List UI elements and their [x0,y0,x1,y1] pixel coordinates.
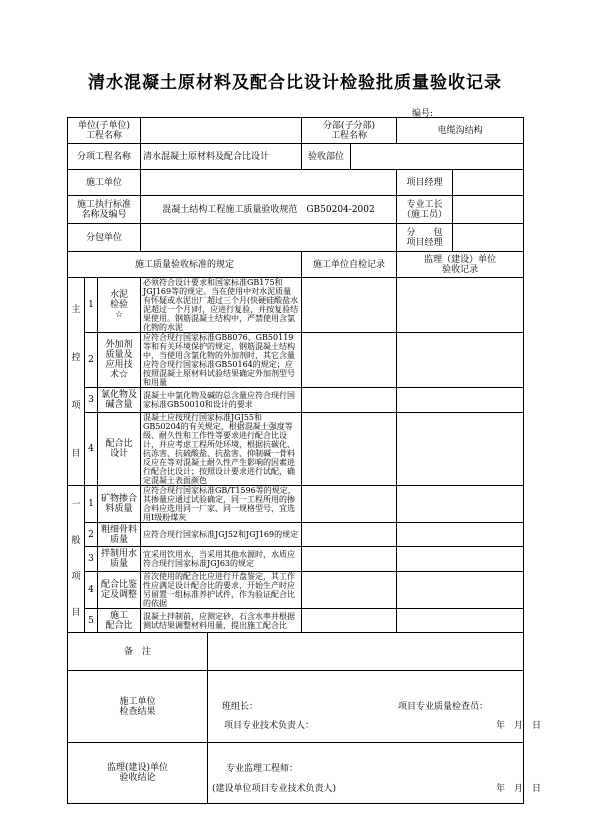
general-item-row [68,609,524,633]
subcontract-label: 分包单位 [68,224,141,252]
main-item-self-check [302,388,397,413]
general-item-supervisor [397,486,524,523]
unit-label: 单位(子单位) 工程名称 [68,118,141,144]
supervision-row [68,743,524,804]
project-manager-value [453,170,524,196]
sub-row [68,144,524,170]
inspection-label: 施工单位 检查结果 [68,671,208,743]
part-value: 电缆沟结构 [397,118,524,144]
column-header-row [68,252,524,278]
main-item-supervisor [397,413,524,486]
main-group-label: 主 控 项 目 [68,278,85,486]
general-item-self-check [302,572,397,609]
subcontract-value [141,224,397,252]
remarks-label: 备 注 [68,633,208,671]
supervision-date: 年 月 日 [496,784,542,794]
sub-value: 清水混凝土原材料及配合比设计 [141,144,302,170]
main-item-name: 水泥 检验 ☆ [98,278,141,333]
general-item-spec: 首次使用的配合比应进行开盘鉴定，其工作性应满足设计配合比的要求，开始生产时应另留置一组标准养护试件，作为验证配合比的依据 [141,572,302,609]
general-item-supervisor [397,547,524,572]
general-item-spec: 宜采用饮用水，当采用其他水源时，水质应符合现行国家标准JGJ63的规定 [141,547,302,572]
main-item-spec: 混凝土应按现行国家标准JGJ55和GB50204的有关规定，根据混凝土强度等级、耐久性和工作性等要求进行配合比设计，并应考虑工程所处环境，根据抗碳化、抗冻害、抗硫酸盐、抗盐害、抑制碱一骨料反应在等对混凝土耐久性产生影响的因素进行配合比设计；按照设计要求进行试配，确定混凝土表面颜色 [141,413,302,486]
general-item-supervisor [397,609,524,633]
general-item-row [68,523,524,547]
general-item-name: 配合比鉴 定及调整 [98,572,141,609]
general-group-label: 一 般 项 目 [68,486,85,633]
general-item-supervisor [397,572,524,609]
owner-tech-lead-label: (建设单位项目专业技术负责人) [212,784,337,794]
acceptance-record-table [67,117,542,804]
unit-row [68,118,524,144]
general-item-no: 3 [85,547,98,572]
main-item-no: 1 [85,278,98,333]
main-item-self-check [302,413,397,486]
general-item-no: 2 [85,523,98,547]
general-item-spec: 混凝土拌制前，应测定砂、石含水率并根据测试结果调整材料用量，提出施工配合比 [141,609,302,633]
supervisor-column-header: 监理（建设）单位 验收记录 [397,252,524,278]
general-item-name: 施工 配合比 [98,609,141,633]
inspection-row [68,671,524,743]
main-item-name: 氯化物及 碱含量 [98,388,141,413]
tech-lead-label: 项目专业技术负责人： [224,721,315,731]
standard-label: 施工执行标准 名称及编号 [68,196,141,224]
subcontract-manager-label: 分 包 项目经理 [397,224,453,252]
general-item-self-check [302,486,397,523]
general-item-row [68,572,524,609]
team-leader-label: 班组长： [222,702,259,712]
construction-unit-value [141,170,397,196]
quality-inspector-label: 项目专业质量检查员： [398,702,489,712]
general-item-name: 矿物掺合 料质量 [98,486,141,523]
main-item-spec: 必须符合设计要求和国家标准GB175和JGJ169等的规定。当在使用中对水泥质量有怀疑或水泥出厂超过三个月(快硬硅酸盐水泥超过一个月)时，应进行复验，并按复验结果使用。钢筋混凝土结构中，严禁使用含氯化物的水泥 [141,278,302,333]
acceptance-part-value [351,144,524,170]
general-item-row [68,547,524,572]
unit-value [141,118,302,144]
main-item-supervisor [397,388,524,413]
general-item-self-check [302,547,397,572]
main-item-name: 外加剂 质量及 应用技 术☆ [98,333,141,388]
main-item-spec: 混凝土中氯化物及碱的总含量应符合现行国家标准GB50010和设计的要求 [141,388,302,413]
remarks-value [208,633,524,671]
main-item-no: 3 [85,388,98,413]
general-item-name: 粗细骨料 质量 [98,523,141,547]
general-item-no: 1 [85,486,98,523]
general-item-spec: 应符合现行国家标准JGJ52和JGJ169的规定 [141,523,302,547]
main-item-row [68,388,524,413]
sub-label: 分项工程名称 [68,144,141,170]
subcontract-manager-value [453,224,524,252]
main-item-self-check [302,278,397,333]
general-item-self-check [302,609,397,633]
code-label: 编号: [412,109,434,119]
subcontract-row [68,224,524,252]
main-item-spec: 应符合现行国家标准GB8076、GB50119等和有关环境保护的规定，钢筋混凝土结构中，当使用含氯化物的外加剂时，其它含量应符合现行国家标准GB50164的规定；应按照混凝土原材料试验结果确定外加剂型号和用量 [141,333,302,388]
spec-column-header: 施工质量验收标准的规定 [68,252,302,278]
construction-unit-label: 施工单位 [68,170,141,196]
page-title: 清水混凝土原材料及配合比设计检验批质量验收记录 [88,73,502,93]
inspection-date: 年 月 日 [496,721,542,731]
main-item-row [68,333,524,388]
part-label: 分部(子分部) 工程名称 [302,118,397,144]
inspection-signatures [208,671,542,743]
general-item-name: 拌制用水 质量 [98,547,141,572]
supervising-engineer-label: 专业监理工程师： [226,764,299,774]
general-item-row [68,486,524,523]
supervision-label: 监理(建设)单位 验收结论 [68,743,208,804]
general-item-self-check [302,523,397,547]
standard-row [68,196,524,224]
remarks-row [68,633,524,671]
construction-unit-row [68,170,524,196]
main-item-name: 配合比 设计 [98,413,141,486]
general-item-no: 5 [85,609,98,633]
general-item-supervisor [397,523,524,547]
foreman-value [453,196,524,224]
acceptance-part-label: 验收部位 [302,144,351,170]
main-item-supervisor [397,333,524,388]
foreman-label: 专业工长 （施工员） [397,196,453,224]
main-item-supervisor [397,278,524,333]
project-manager-label: 项目经理 [397,170,453,196]
self-check-column-header: 施工单位自检记录 [302,252,397,278]
main-item-self-check [302,333,397,388]
standard-value: 混凝土结构工程施工质量验收规范 GB50204-2002 [141,196,397,224]
general-item-no: 4 [85,572,98,609]
main-item-row [68,413,524,486]
general-item-spec: 应符合现行国家标准GB/T1596等的规定，其掺量应通过试验确定，同一工程所用的掺合料应选用同一厂家、同一规格型号，宜选用Ⅰ级粉煤灰 [141,486,302,523]
main-item-row [68,278,524,333]
supervision-signatures [208,743,542,804]
main-item-no: 2 [85,333,98,388]
main-item-no: 4 [85,413,98,486]
